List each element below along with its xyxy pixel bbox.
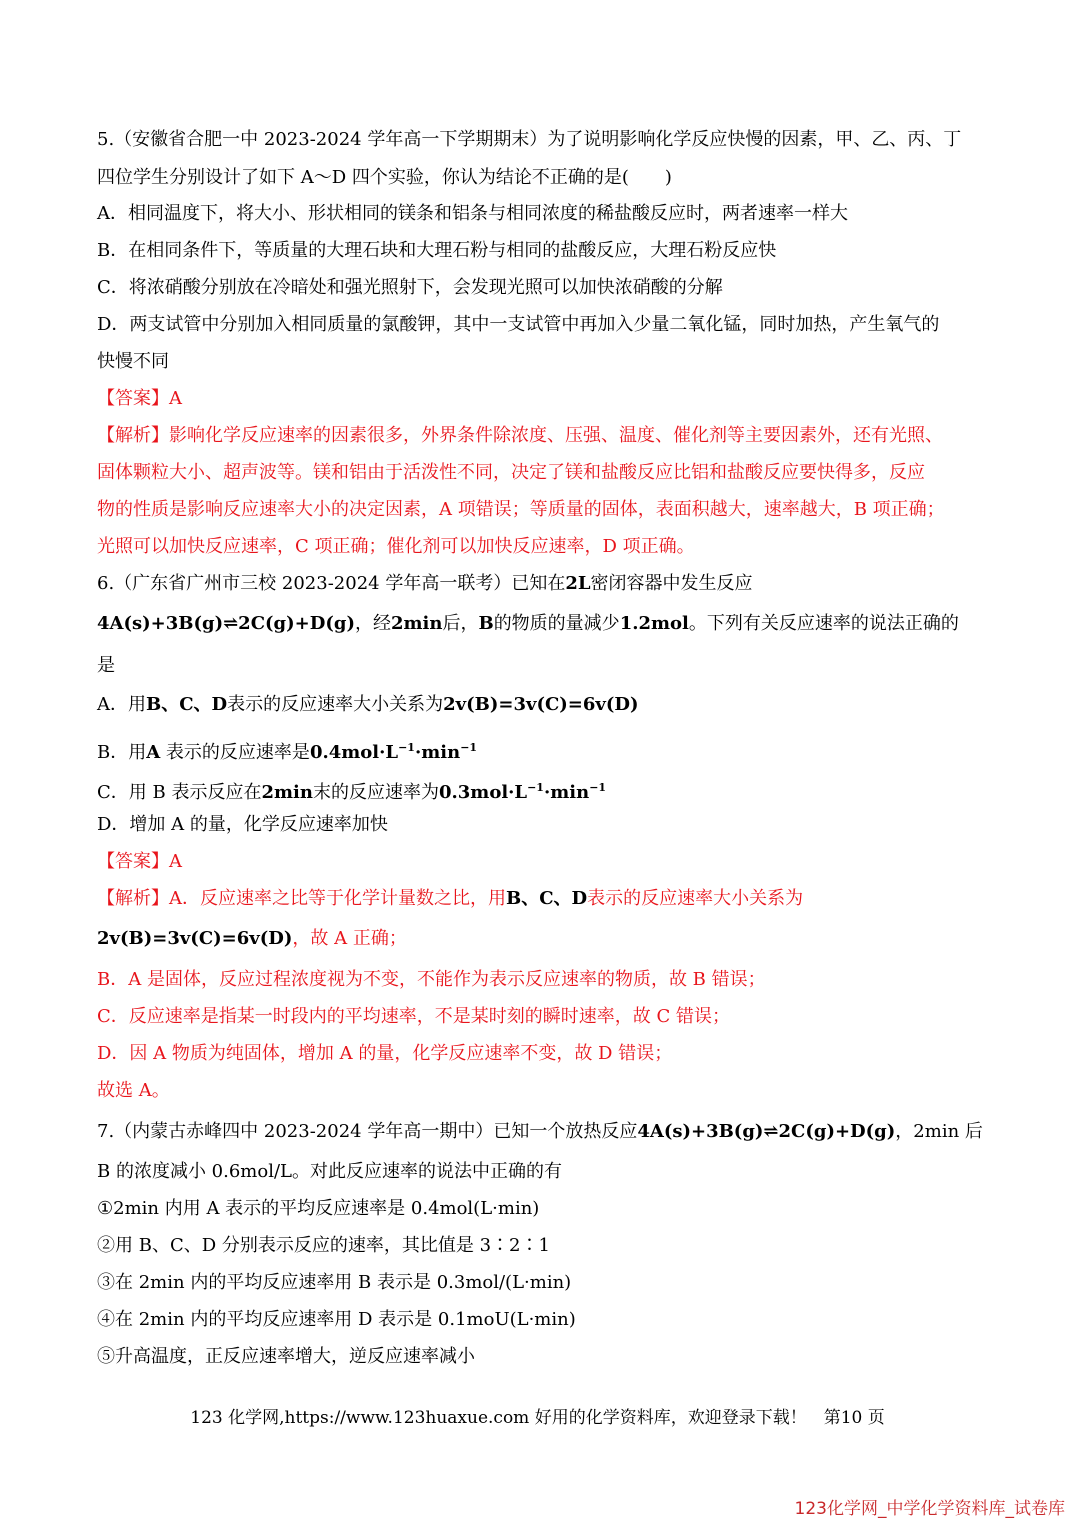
q6-species-b: B <box>478 613 494 634</box>
q6-option-d: D．增加 A 的量，化学反应速率加快 <box>97 814 388 835</box>
q7-item-2: ②用 B、C、D 分别表示反应的速率，其比值是 3∶2∶1 <box>97 1235 550 1256</box>
q6-explanation-line1 <box>97 887 995 911</box>
q6-amount: 1.2mol <box>619 613 689 634</box>
q6-text-c: 后， <box>442 613 479 634</box>
q5-answer: 【答案】A <box>97 388 182 409</box>
q6-stem-line3: 是 <box>97 655 115 676</box>
q7-item-1: ①2min 内用 A 表示的平均反应速率是 0.4mol(L·min) <box>97 1198 540 1219</box>
site-watermark[interactable]: 123化学网_中学化学资料库_试卷库 <box>794 1499 1065 1519</box>
q6-opt-c-time: 2min <box>261 782 313 803</box>
q6-option-b <box>97 736 995 765</box>
q6-volume: 2L <box>565 573 591 594</box>
q5-stem-line2: 四位学生分别设计了如下 A～D 四个实验，你认为结论不正确的是( ) <box>97 167 672 188</box>
page-footer: 123 化学网,https://www.123huaxue.com 好用的化学资料库，欢迎登录下载！ 第10 页 <box>190 1408 885 1428</box>
q6-answer: 【答案】A <box>97 851 182 872</box>
q6-opt-b-unit: ·min <box>414 742 461 763</box>
q7-item-3: ③在 2min 内的平均反应速率用 B 表示是 0.3mol/(L·min) <box>97 1272 572 1293</box>
q6-stem-line2 <box>97 612 995 636</box>
q5-option-d-line1: D．两支试管中分别加入相同质量的氯酸钾，其中一支试管中再加入少量二氧化锰，同时加热，产生氧气的 <box>97 314 940 335</box>
q5-explanation-line4: 光照可以加快反应速率，C 项正确；催化剂可以加快反应速率，D 项正确。 <box>97 536 695 557</box>
q5-option-d-line2: 快慢不同 <box>97 351 169 372</box>
q6-opt-a-equation: 2v(B)=3v(C)=6v(D) <box>443 694 639 715</box>
q5-stem-line1: 5.（安徽省合肥一中 2023-2024 学年高一下学期期末）为了说明影响化学反应快慢的因素，甲、乙、丙、丁 <box>97 129 962 150</box>
q6-opt-a-species: B、C、D <box>146 694 228 715</box>
q6-time: 2min <box>390 613 443 634</box>
q6-opt-b-exp1: −1 <box>398 741 415 754</box>
q6-opt-c-unit: ·min <box>543 782 590 803</box>
q6-text-a: ，经 <box>354 613 391 634</box>
q6-opt-b-exp2: −1 <box>460 741 478 754</box>
q6-expl-species: B、C、D <box>506 888 588 909</box>
q6-stem-line1 <box>97 572 995 596</box>
q7-item-4: ④在 2min 内的平均反应速率用 D 表示是 0.1moU(L·min) <box>97 1309 576 1330</box>
q6-stem-text: 6.（广东省广州市三校 2023-2024 学年高一联考）已知在 <box>97 573 566 594</box>
q7-stem-line2: B 的浓度减小 0.6mol/L。对此反应速率的说法中正确的有 <box>97 1161 562 1182</box>
q6-opt-b-value: 0.4mol·L <box>309 742 399 763</box>
q6-explanation-line6: 故选 A。 <box>97 1080 170 1101</box>
q5-explanation-line3: 物的性质是影响反应速率大小的决定因素，A 项错误；等质量的固体，表面积越大，速率越大，B 项正确； <box>97 499 945 520</box>
q6-opt-c-value: 0.3mol·L <box>438 782 528 803</box>
q5-explanation-line2: 固体颗粒大小、超声波等。镁和铝由于活泼性不同，决定了镁和盐酸反应比铝和盐酸反应要快得多，反应 <box>97 462 925 483</box>
q6-explanation-line4: C．反应速率是指某一时段内的平均速率，不是某时刻的瞬时速率，故 C 错误； <box>97 1006 730 1027</box>
q6-text-g: 。下列有关反应速率的说法正确的 <box>688 613 959 634</box>
q6-expl-conclusion: ，故 A 正确； <box>292 928 407 949</box>
q7-equation: 4A(s)+3B(g)⇌2C(g)+D(g) <box>637 1121 896 1142</box>
q6-opt-b-label: B．用 <box>97 742 147 763</box>
q6-explanation-line3: B．A 是固体，反应过程浓度视为不变，不能作为表示反应速率的物质，故 B 错误； <box>97 969 766 990</box>
q6-option-a <box>97 693 995 717</box>
q6-opt-c-exp2: −1 <box>589 781 607 794</box>
q7-stem-text: 7.（内蒙古赤峰四中 2023-2024 学年高一期中）已知一个放热反应 <box>97 1121 638 1142</box>
q6-opt-b-species: A <box>146 742 161 763</box>
q6-explanation-line2 <box>97 927 995 951</box>
q6-option-c <box>97 776 995 805</box>
q6-expl-equation: 2v(B)=3v(C)=6v(D) <box>97 928 293 949</box>
q5-option-a: A．相同温度下，将大小、形状相同的镁条和铝条与相同浓度的稀盐酸反应时，两者速率一样大 <box>97 203 848 224</box>
q7-stem-text-2: ，2min 后 <box>895 1121 983 1142</box>
q5-option-b: B．在相同条件下，等质量的大理石块和大理石粉与相同的盐酸反应，大理石粉反应快 <box>97 240 777 261</box>
q6-expl-text-2: 表示的反应速率大小关系为 <box>587 888 804 909</box>
q6-opt-b-text: 表示的反应速率是 <box>160 742 310 763</box>
q6-equation: 4A(s)+3B(g)⇌2C(g)+D(g) <box>97 613 355 634</box>
q6-opt-c-exp1: −1 <box>527 781 544 794</box>
q6-text-e: 的物质的量减少 <box>493 613 620 634</box>
q6-opt-c-text: 末的反应速率为 <box>312 782 439 803</box>
q7-item-5: ⑤升高温度，正反应速率增大，逆反应速率减小 <box>97 1346 475 1367</box>
q6-explanation-line5: D．因 A 物质为纯固体，增加 A 的量，化学反应速率不变，故 D 错误； <box>97 1043 673 1064</box>
q6-stem-text-2: 密闭容器中发生反应 <box>590 573 753 594</box>
q6-opt-a-text: 表示的反应速率大小关系为 <box>227 694 444 715</box>
q5-explanation-line1: 【解析】影响化学反应速率的因素很多，外界条件除浓度、压强、温度、催化剂等主要因素外，还有光照、 <box>97 425 943 446</box>
q6-opt-c-label: C．用 B 表示反应在 <box>97 782 262 803</box>
q7-stem-line1 <box>97 1120 995 1144</box>
q6-expl-text: 【解析】A．反应速率之比等于化学计量数之比，用 <box>97 888 506 909</box>
q5-option-c: C．将浓硝酸分别放在冷暗处和强光照射下，会发现光照可以加快浓硝酸的分解 <box>97 277 723 298</box>
q6-opt-a-label: A．用 <box>97 694 146 715</box>
